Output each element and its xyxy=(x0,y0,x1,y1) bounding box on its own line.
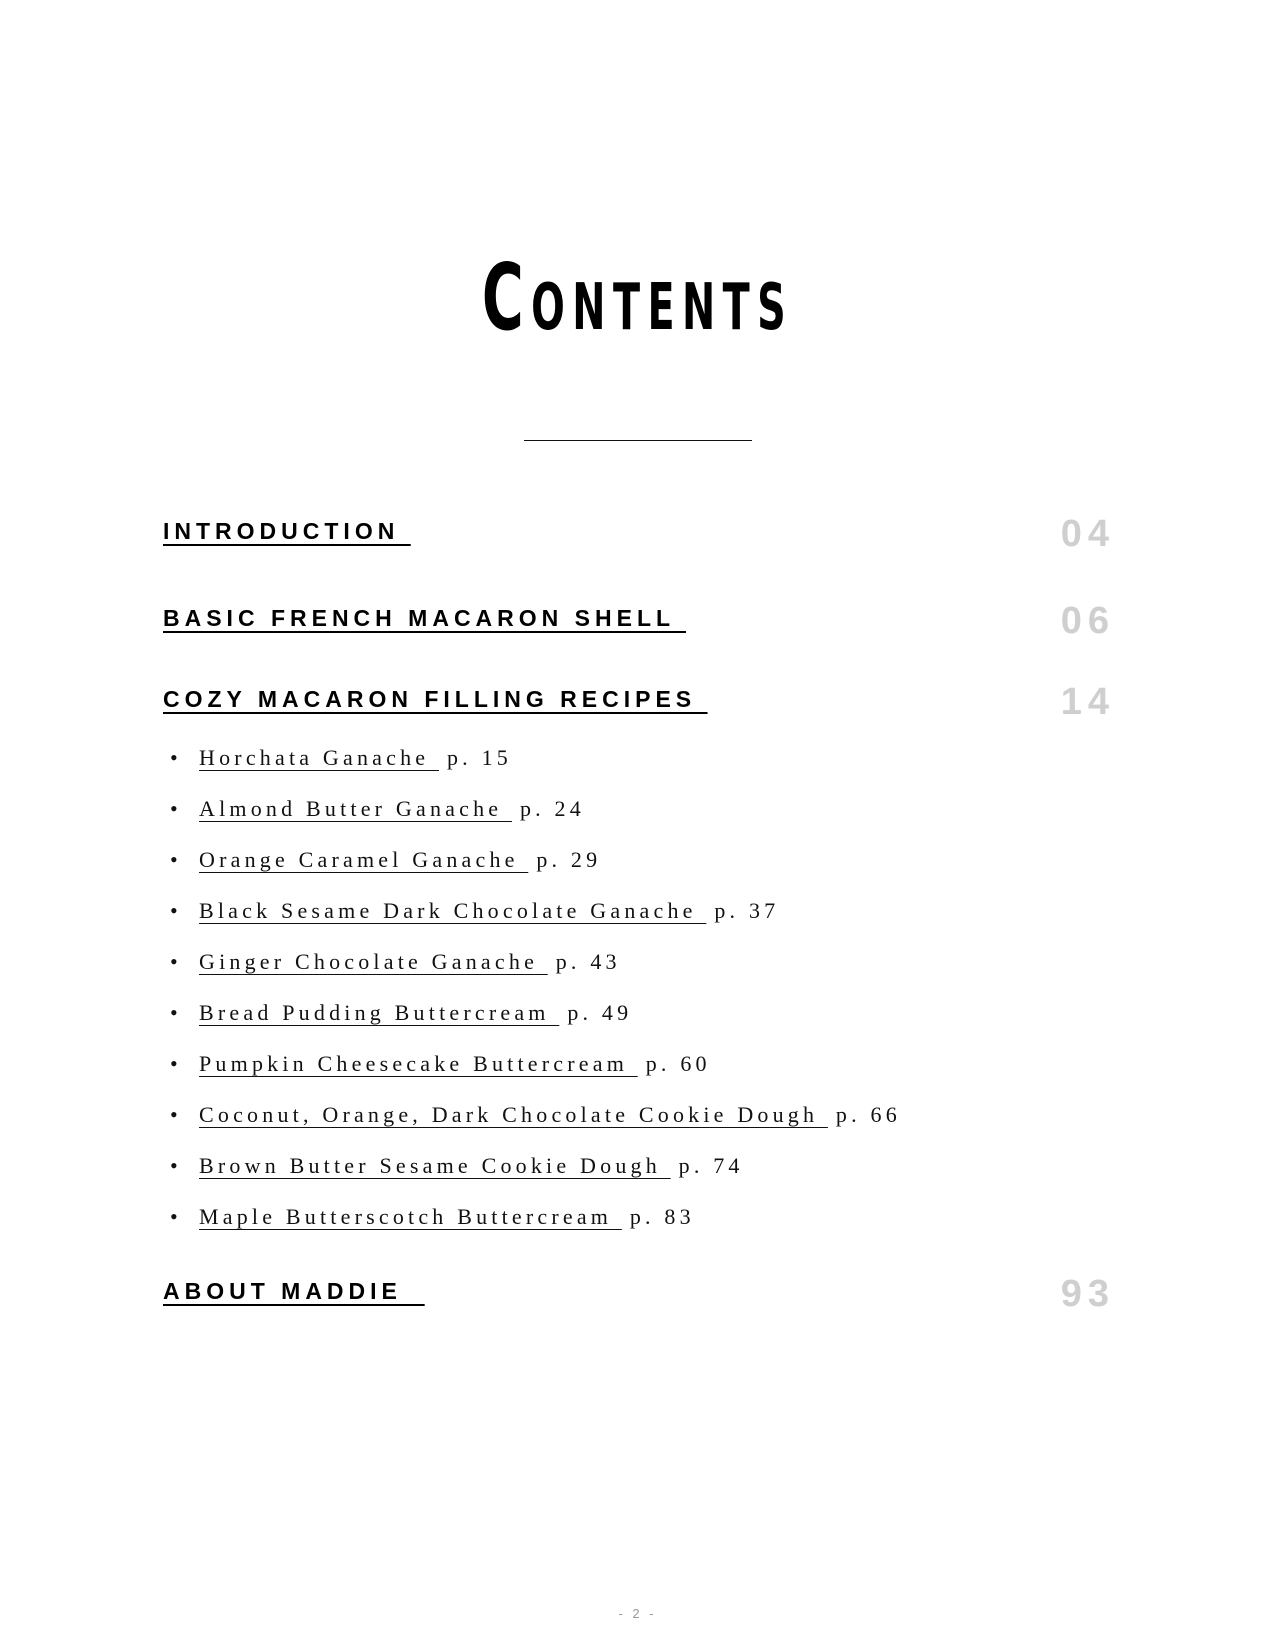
recipe-list-item xyxy=(170,1044,901,1095)
recipe-link[interactable]: Orange Caramel Ganache xyxy=(199,847,529,872)
bullet-icon: • xyxy=(170,898,178,923)
section-link-about-maddie[interactable]: ABOUT MADDIE xyxy=(163,1278,425,1304)
recipe-link[interactable]: Maple Butterscotch Buttercream xyxy=(199,1204,622,1229)
recipe-list-item xyxy=(170,1095,901,1146)
bullet-icon: • xyxy=(170,1000,178,1025)
page-title: Contents xyxy=(481,244,794,351)
recipe-page-number: p. 29 xyxy=(536,847,602,872)
bullet-icon: • xyxy=(170,745,178,770)
bullet-icon: • xyxy=(170,1102,178,1127)
section-link-basic-french-macaron-shell[interactable]: BASIC FRENCH MACARON SHELL xyxy=(163,605,687,631)
recipe-link[interactable]: Black Sesame Dark Chocolate Ganache xyxy=(199,898,707,923)
bullet-icon: • xyxy=(170,949,178,974)
recipe-link[interactable]: Brown Butter Sesame Cookie Dough xyxy=(199,1153,671,1178)
recipe-list-item xyxy=(170,789,901,840)
recipe-link[interactable]: Bread Pudding Buttercream xyxy=(199,1000,560,1025)
recipe-list-item xyxy=(170,993,901,1044)
recipe-page-number: p. 15 xyxy=(446,745,512,770)
section-link-introduction[interactable]: INTRODUCTION xyxy=(163,518,411,544)
recipe-link[interactable]: Almond Butter Ganache xyxy=(199,796,512,821)
recipe-list-item xyxy=(170,738,901,789)
recipe-list xyxy=(170,738,901,1248)
recipe-list-item xyxy=(170,1197,901,1248)
recipe-link[interactable]: Ginger Chocolate Ganache xyxy=(199,949,548,974)
recipe-page-number: p. 24 xyxy=(519,796,585,821)
bullet-icon: • xyxy=(170,1153,178,1178)
section-page-number: 93 xyxy=(1060,1273,1115,1315)
recipe-list-item xyxy=(170,942,901,993)
recipe-page-number: p. 74 xyxy=(678,1153,744,1178)
recipe-page-number: p. 60 xyxy=(645,1051,711,1076)
recipe-page-number: p. 66 xyxy=(835,1102,901,1127)
section-page-number: 14 xyxy=(1060,681,1115,723)
recipe-page-number: p. 49 xyxy=(567,1000,633,1025)
recipe-list-item xyxy=(170,1146,901,1197)
recipe-link[interactable]: Horchata Ganache xyxy=(199,745,439,770)
bullet-icon: • xyxy=(170,847,178,872)
recipe-link[interactable]: Pumpkin Cheesecake Buttercream xyxy=(199,1051,638,1076)
bullet-icon: • xyxy=(170,1204,178,1229)
section-page-number: 04 xyxy=(1060,513,1115,555)
recipe-link[interactable]: Coconut, Orange, Dark Chocolate Cookie Dough xyxy=(199,1102,828,1127)
section-link-cozy-macaron-filling-recipes[interactable]: COZY MACARON FILLING RECIPES xyxy=(163,686,708,712)
page-footer-number: - 2 - xyxy=(618,1606,657,1621)
recipe-page-number: p. 83 xyxy=(629,1204,695,1229)
recipe-page-number: p. 43 xyxy=(555,949,621,974)
recipe-list-item xyxy=(170,891,901,942)
recipe-page-number: p. 37 xyxy=(714,898,780,923)
bullet-icon: • xyxy=(170,1051,178,1076)
bullet-icon: • xyxy=(170,796,178,821)
title-divider xyxy=(524,440,752,441)
section-page-number: 06 xyxy=(1060,600,1115,642)
recipe-list-item xyxy=(170,840,901,891)
